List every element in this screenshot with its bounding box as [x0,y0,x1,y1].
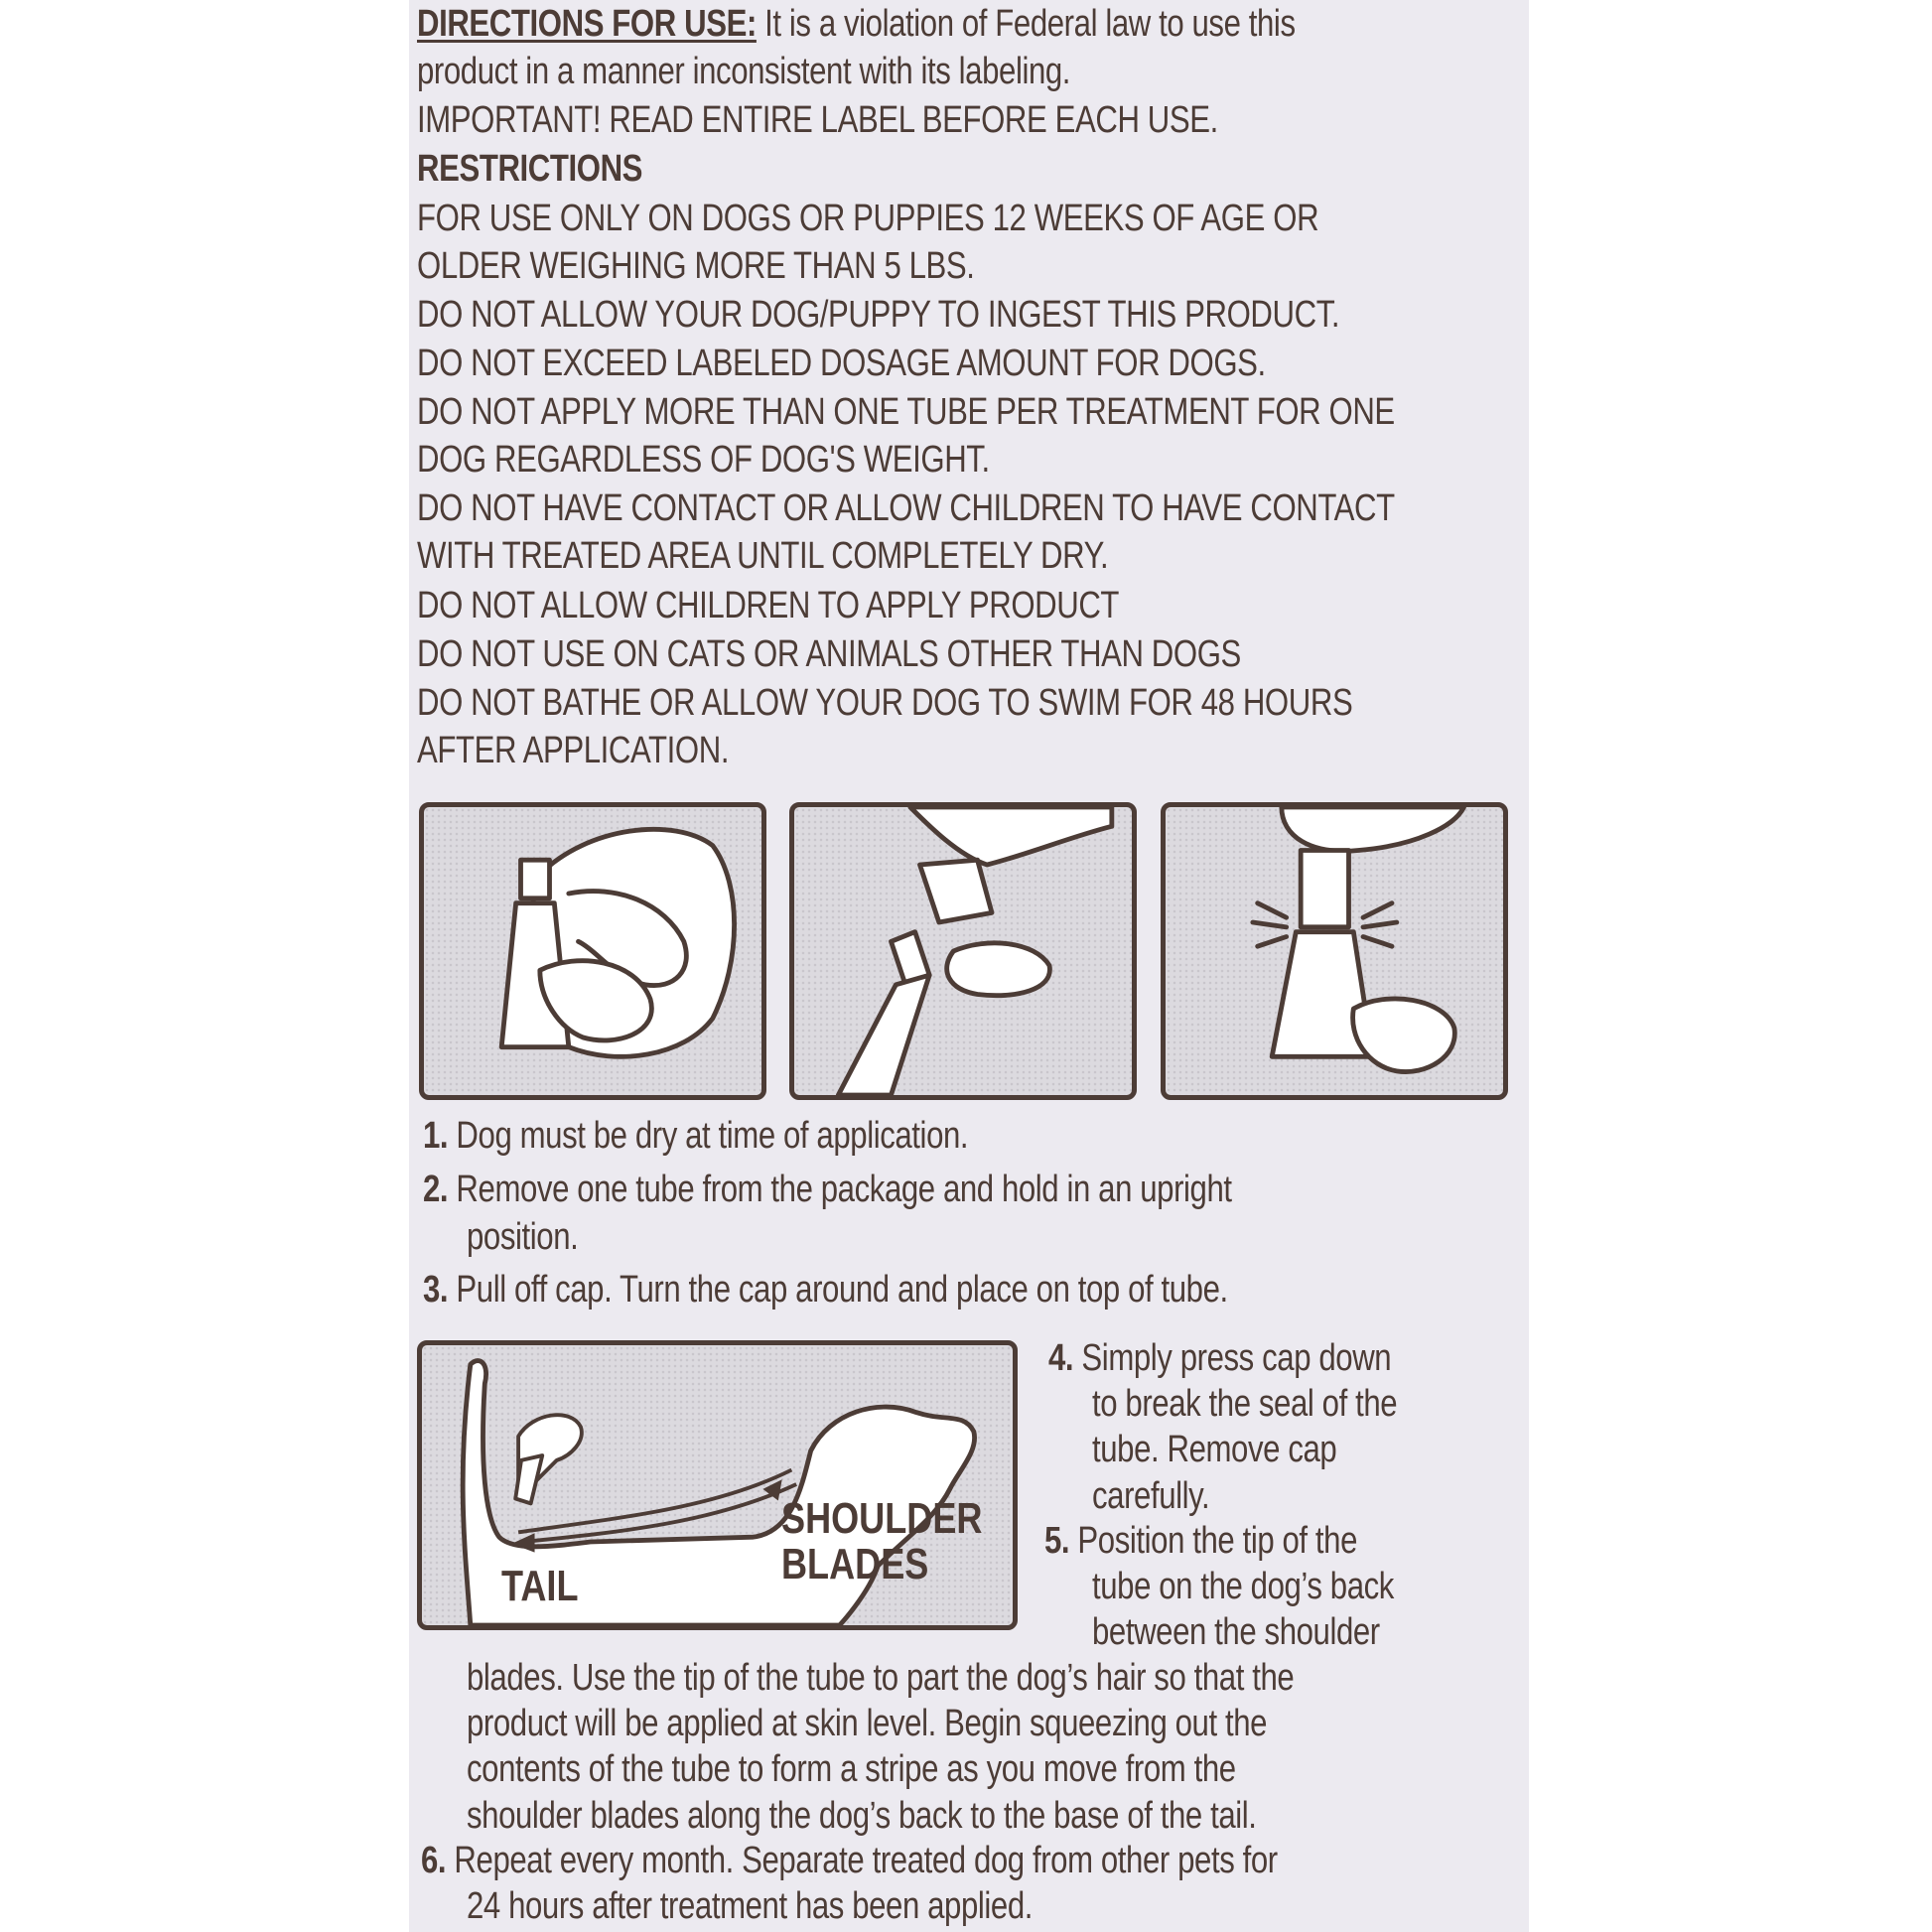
step-3 [423,1266,1228,1313]
shoulder-label: SHOULDER [781,1494,983,1543]
tail-label: TAIL [501,1562,579,1610]
step-number: 4. [1048,1337,1074,1379]
step-text: Pull off cap. Turn the cap around and place on top of tube. [456,1269,1228,1311]
illustration-remove-cap [789,802,1137,1100]
step-4-cont: tube. Remove cap [1092,1429,1337,1470]
step-5-cont: between the shoulder [1092,1611,1380,1653]
step-2 [423,1166,1232,1213]
step-1 [423,1112,968,1160]
restriction-line: DOG REGARDLESS OF DOG'S WEIGHT. [417,439,990,481]
step-text: Dog must be dry at time of application. [456,1115,969,1157]
directions-text: It is a violation of Federal law to use this [756,3,1296,45]
step-text: Repeat every month. Separate treated dog from other pets for [454,1840,1278,1881]
step-5-cont: tube on the dog’s back [1092,1566,1394,1607]
directions-line [417,0,1296,48]
directions-text-2: product in a manner inconsistent with its labeling. [417,51,1071,92]
step-number: 5. [1044,1520,1070,1562]
restriction-line: DO NOT BATHE OR ALLOW YOUR DOG TO SWIM FOR 48 HOURS [417,682,1353,724]
step-6 [421,1837,1278,1884]
hand-holding-tube-icon [424,807,761,1095]
step-4-cont: carefully. [1092,1475,1210,1517]
restriction-line: AFTER APPLICATION. [417,730,730,771]
blades-label: BLADES [781,1540,929,1588]
step-5-cont: blades. Use the tip of the tube to part the dog’s hair so that the [467,1657,1295,1699]
important-notice: IMPORTANT! READ ENTIRE LABEL BEFORE EACH USE. [417,99,1218,141]
cap-removal-icon [794,807,1132,1095]
step-number: 6. [421,1840,447,1881]
illustration-press-cap [1161,802,1508,1100]
step-4-cont: to break the seal of the [1092,1383,1398,1425]
step-5 [1044,1517,1357,1565]
step-6-cont: 24 hours after treatment has been applied. [467,1885,1034,1927]
step-5-cont: contents of the tube to form a stripe as you move from the [467,1748,1236,1790]
restrictions-heading: RESTRICTIONS [417,148,643,190]
illustration-hold-tube [419,802,766,1100]
press-cap-icon [1166,807,1503,1095]
step-2-cont: position. [467,1216,579,1258]
product-label [409,0,1529,1932]
step-text: Remove one tube from the package and hold in an upright [456,1169,1232,1210]
restriction-line: DO NOT USE ON CATS OR ANIMALS OTHER THAN DOGS [417,633,1241,675]
step-number: 1. [423,1115,449,1157]
step-number: 2. [423,1169,449,1210]
restriction-line: DO NOT EXCEED LABELED DOSAGE AMOUNT FOR DOGS. [417,343,1266,384]
step-text: Simply press cap down [1081,1337,1392,1379]
restriction-line: DO NOT HAVE CONTACT OR ALLOW CHILDREN TO HAVE CONTACT [417,487,1395,529]
step-text: Position the tip of the [1077,1520,1358,1562]
step-4 [1048,1334,1391,1382]
restriction-line: FOR USE ONLY ON DOGS OR PUPPIES 12 WEEKS OF AGE OR [417,198,1319,239]
step-5-cont: product will be applied at skin level. Begin squeezing out the [467,1703,1268,1744]
application-diagram [417,1340,1018,1630]
restriction-line: OLDER WEIGHING MORE THAN 5 LBS. [417,245,975,287]
restriction-line: DO NOT ALLOW YOUR DOG/PUPPY TO INGEST THIS PRODUCT. [417,294,1340,336]
step-number: 3. [423,1269,449,1311]
step-5-cont: shoulder blades along the dog’s back to the base of the tail. [467,1795,1257,1837]
restriction-line: WITH TREATED AREA UNTIL COMPLETELY DRY. [417,535,1109,577]
restriction-line: DO NOT APPLY MORE THAN ONE TUBE PER TREATMENT FOR ONE [417,391,1395,433]
directions-label: DIRECTIONS FOR USE: [417,3,757,45]
restriction-line: DO NOT ALLOW CHILDREN TO APPLY PRODUCT [417,585,1120,626]
